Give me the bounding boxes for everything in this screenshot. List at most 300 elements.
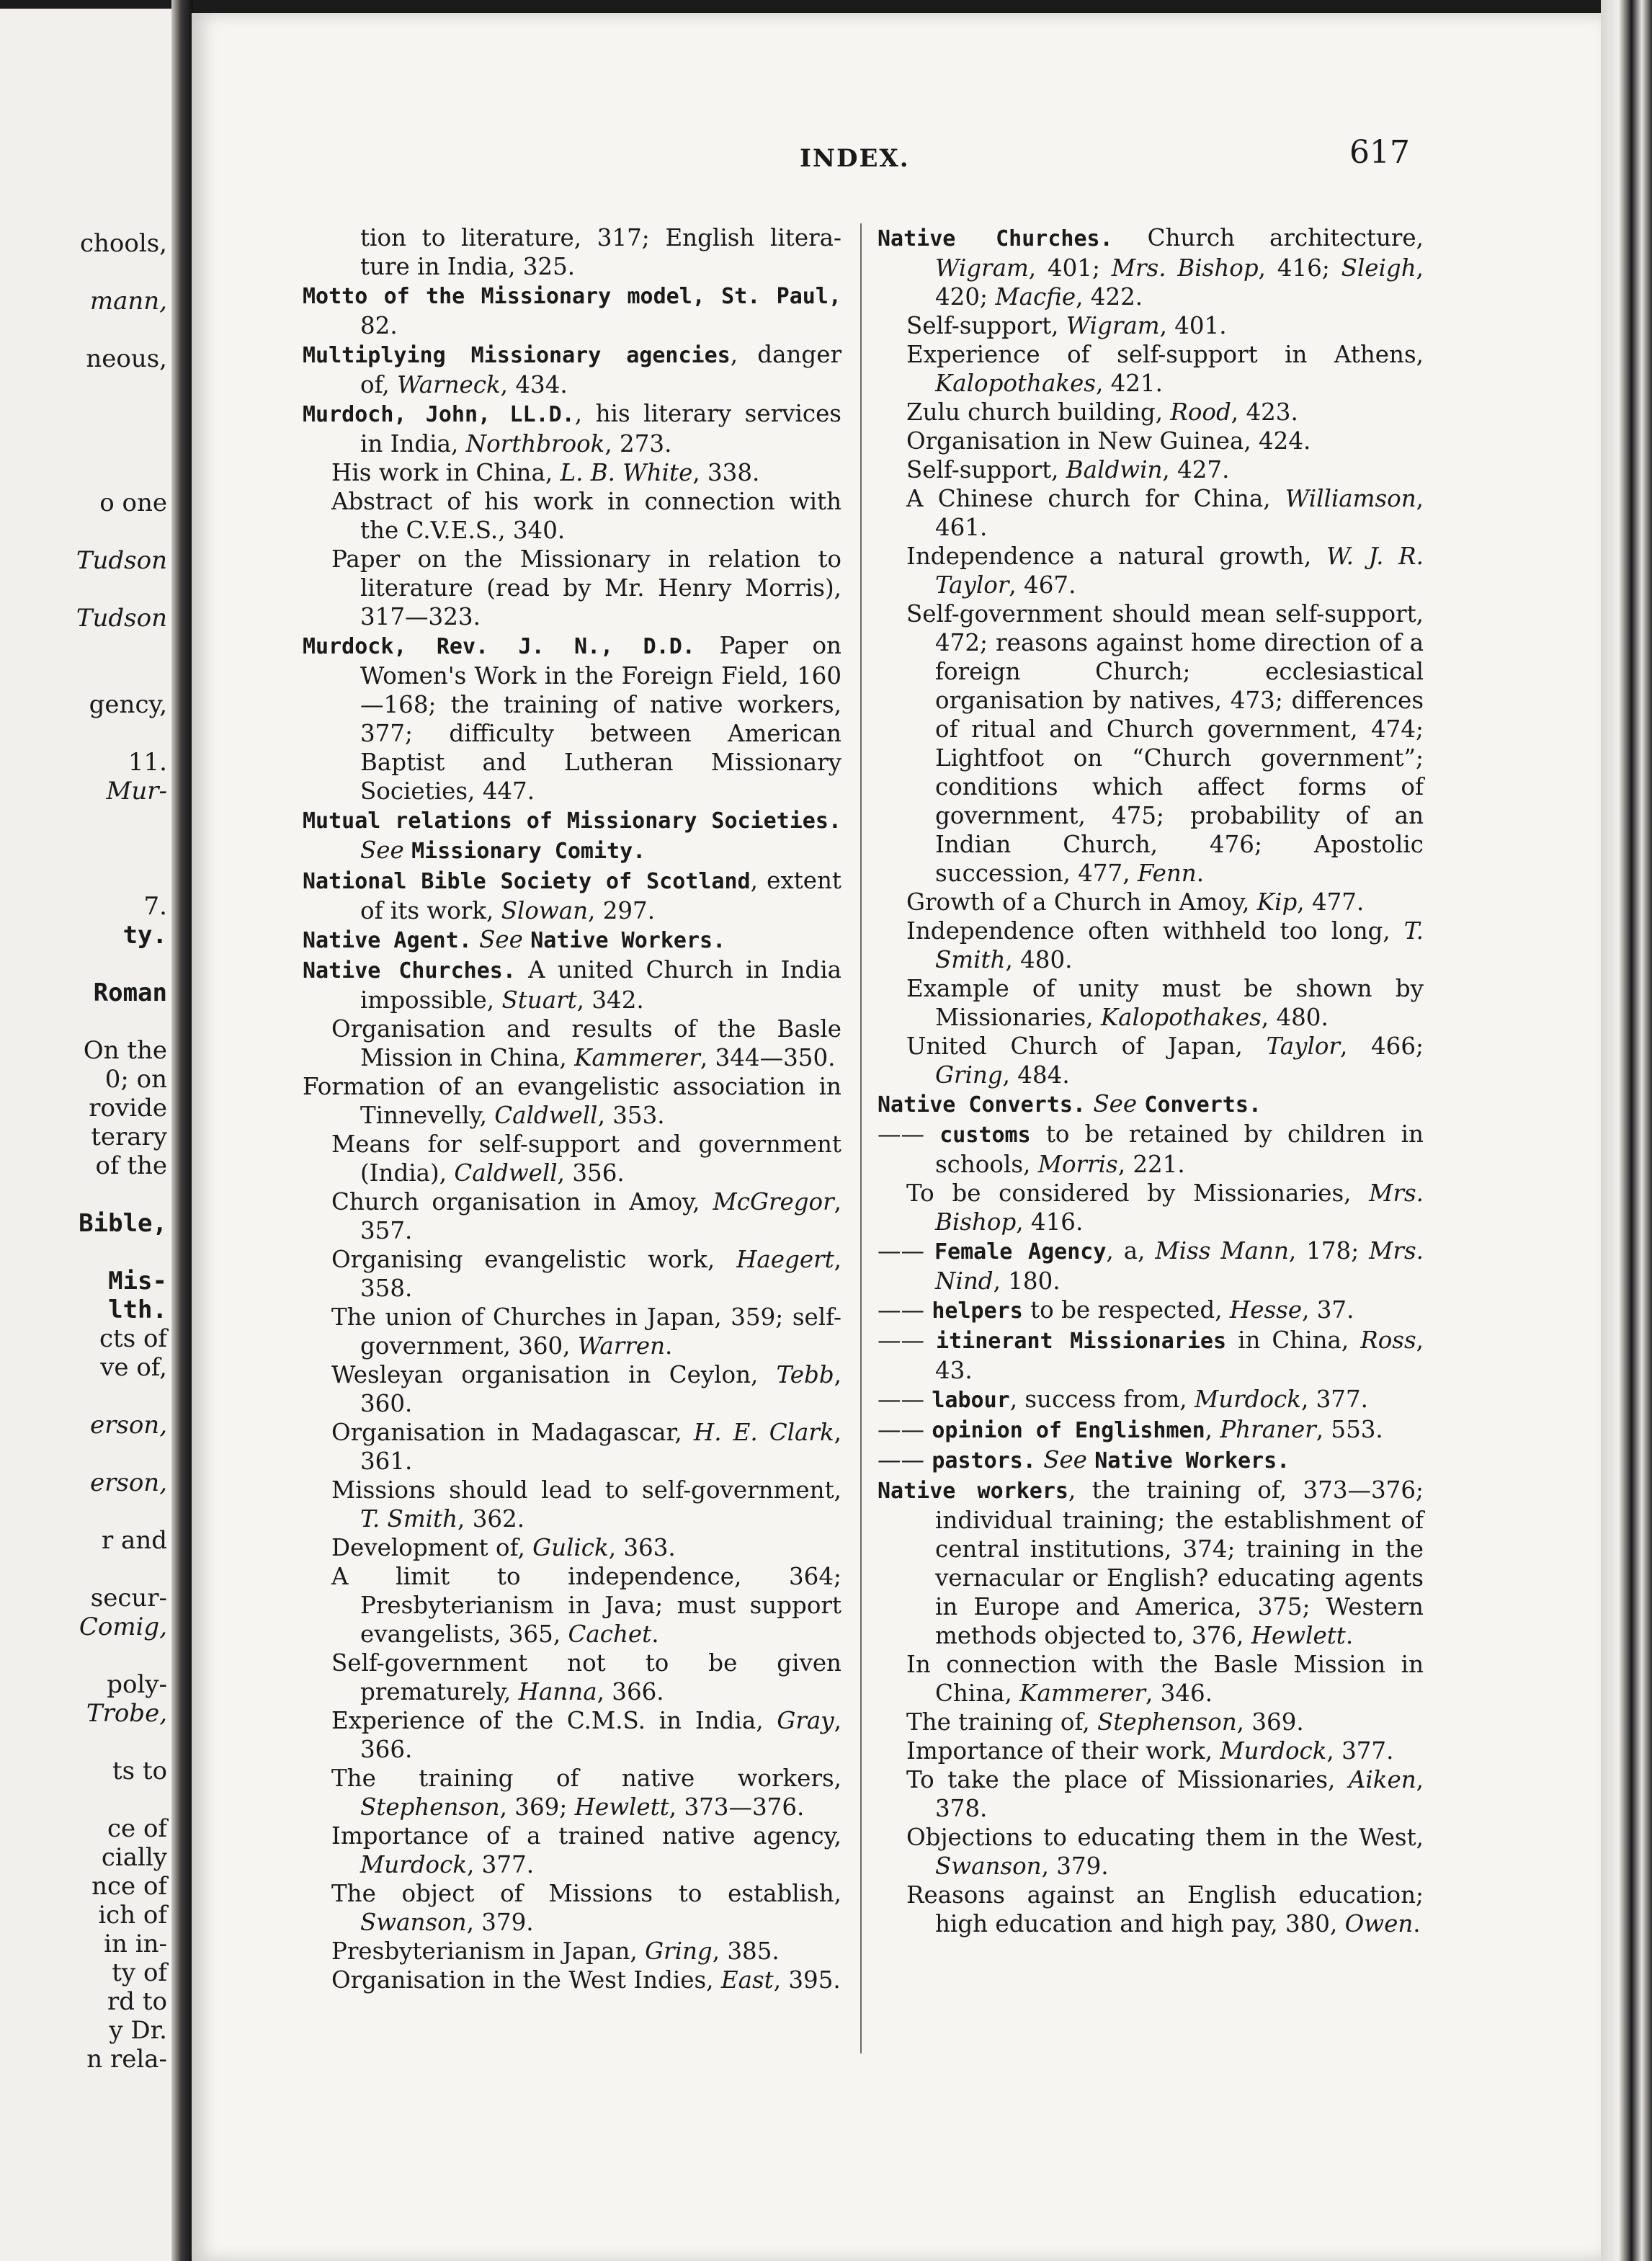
index-entry — [303, 1821, 841, 1879]
index-text: His work in China, — [331, 459, 561, 486]
author-reference: Hewlett — [574, 1793, 669, 1821]
index-text: , 466; — [1339, 1033, 1424, 1060]
index-text: , 461. — [935, 485, 1424, 541]
index-text: , — [1205, 1416, 1220, 1443]
facing-page-fragment: erson, — [90, 1468, 167, 1497]
author-reference: Hesse — [1229, 1296, 1303, 1324]
index-text: Self-support, — [906, 312, 1066, 339]
facing-page-fragment: ich of — [98, 1901, 167, 1930]
index-text: , 416; — [1258, 254, 1341, 282]
index-entry — [878, 1476, 1424, 1650]
index-text: , a, — [1106, 1237, 1156, 1265]
index-text: , 420; — [935, 254, 1424, 311]
index-entry — [303, 1764, 841, 1821]
author-reference: Swanson — [935, 1852, 1042, 1880]
author-reference: Hewlett — [1251, 1622, 1346, 1649]
author-reference: Slowan — [501, 897, 589, 924]
index-entry — [303, 1706, 841, 1764]
index-text: . — [651, 1620, 659, 1648]
index-text: , 358. — [360, 1246, 841, 1302]
index-text: To take the place of Missionaries, — [906, 1766, 1349, 1793]
index-entry — [303, 1130, 841, 1187]
index-text — [404, 837, 411, 864]
facing-page-fragment: Bible, — [79, 1209, 167, 1238]
index-text: , 360. — [360, 1361, 841, 1417]
index-text: Growth of a Church in Amoy, — [906, 888, 1257, 916]
index-heading-text: Native Workers. — [1094, 1448, 1290, 1473]
facing-page-fragment: Roman — [93, 978, 167, 1007]
index-text: , 416. — [1016, 1208, 1084, 1236]
facing-page-fragment: 0; on — [104, 1065, 167, 1094]
index-entry — [878, 1295, 1424, 1326]
index-text: , 422. — [1076, 283, 1143, 311]
index-entry — [878, 1445, 1424, 1476]
index-entry — [303, 1303, 841, 1360]
index-entry — [303, 1360, 841, 1418]
index-text: in China, — [1226, 1326, 1361, 1354]
facing-page-fragment: Mis- — [108, 1267, 167, 1295]
index-text: . — [1196, 860, 1205, 887]
index-text: A united Church in India impossible, — [360, 956, 841, 1014]
index-entry — [303, 340, 841, 399]
index-text: , 395. — [773, 1966, 841, 1994]
index-entry — [303, 458, 841, 487]
index-text: . — [1345, 1622, 1354, 1649]
index-text: —— — [878, 1237, 934, 1265]
author-reference: L. B. White — [560, 459, 693, 486]
author-reference: See — [1043, 1446, 1087, 1473]
index-entry — [878, 1708, 1424, 1736]
index-heading-text: Native Agent. — [303, 928, 472, 953]
index-entry — [878, 311, 1424, 340]
author-reference: Gray — [777, 1707, 834, 1734]
author-reference: See — [360, 837, 404, 864]
author-reference: Mrs. Nind — [935, 1237, 1424, 1295]
index-text: Missions should lead to self-government, — [331, 1476, 841, 1504]
index-heading-text: Native Converts. — [878, 1092, 1086, 1118]
index-text: , 344—350. — [700, 1044, 836, 1071]
index-text — [1086, 1090, 1093, 1118]
author-reference: Taylor — [1266, 1033, 1340, 1060]
index-text: —— — [878, 1326, 937, 1354]
index-entry — [878, 1179, 1424, 1236]
facing-page-fragment: rovide — [89, 1094, 167, 1123]
index-text: , 401. — [1159, 312, 1227, 339]
index-text: Formation of an evangelistic association in Tinnevelly, — [303, 1073, 841, 1129]
index-text: Wesleyan organisation in Ceylon, — [331, 1361, 777, 1388]
author-reference: Baldwin — [1066, 456, 1163, 483]
author-reference: Stephenson — [360, 1793, 500, 1821]
index-text: , 385. — [712, 1937, 780, 1965]
index-entry — [878, 599, 1424, 888]
index-text: A Chinese church for China, — [906, 485, 1285, 512]
index-entry — [878, 974, 1424, 1032]
index-text: Paper on Women's Work in the Foreign Field, 160—168; the training of native workers, 377; difficulty between American Baptist and Lutheran Missionary Societies, 447. — [360, 632, 841, 805]
index-text: , 373—376. — [669, 1793, 805, 1821]
author-reference: Haegert — [736, 1246, 834, 1273]
index-entry — [878, 1089, 1424, 1120]
index-text: 82. — [360, 312, 398, 339]
index-column-left — [303, 223, 841, 1994]
index-text: Organisation in Madagascar, — [331, 1419, 694, 1446]
index-entry — [303, 1649, 841, 1706]
index-text: , 427. — [1162, 456, 1230, 483]
index-text: , 338. — [692, 459, 760, 486]
facing-page-fragment: n rela- — [86, 2045, 167, 2074]
index-entry — [878, 223, 1424, 311]
author-reference: Caldwell — [494, 1102, 598, 1129]
index-text: , success from, — [1009, 1386, 1195, 1413]
index-text: Church organisation in Amoy, — [331, 1188, 713, 1216]
index-text: , 221. — [1117, 1151, 1185, 1178]
index-text: Self-government should mean self-support, 472; reasons against home direction of a foreign Church; ecclesiastical organisation by natives, 473; differences of ritual and Church government, 474; Lightfoot on “Church government”; conditions which affect forms of government, 475; probability of an Indian Church, 476; Apostolic succession, 477, — [906, 600, 1424, 887]
facing-page-fragment: On the — [83, 1036, 167, 1065]
author-reference: Gring — [645, 1937, 713, 1965]
index-text: Organisation and results of the Basle Mission in China, — [331, 1015, 841, 1071]
index-text — [1087, 1446, 1094, 1473]
index-heading-text: Mutual relations of Missionary Societies. — [303, 808, 841, 834]
facing-page-fragment: ve of, — [100, 1353, 167, 1382]
index-text — [472, 926, 479, 953]
index-heading-text: Motto of the Missionary model, St. Paul, — [303, 284, 841, 309]
facing-page-fragment: lth. — [108, 1295, 167, 1324]
facing-page-fragment: in in- — [104, 1930, 167, 1958]
index-text: To be considered by Missionaries, — [906, 1179, 1370, 1207]
index-text: , 346. — [1146, 1680, 1213, 1707]
author-reference: Owen — [1344, 1910, 1414, 1937]
facing-page-fragment: Comig, — [79, 1613, 167, 1641]
index-text: Means for self-support and government (India), — [331, 1130, 841, 1187]
index-text: , 361. — [360, 1419, 841, 1475]
index-entry — [303, 1533, 841, 1562]
index-text: , 467. — [1009, 571, 1076, 599]
index-text: , 377. — [467, 1851, 535, 1878]
index-text: A limit to independence, 364; Presbyterianism in Java; must support evangelists, 365, — [331, 1563, 841, 1648]
index-text: Presbyterianism in Japan, — [331, 1937, 646, 1965]
index-text: —— — [878, 1120, 940, 1148]
index-text: , 421. — [1095, 370, 1163, 397]
index-text: , 273. — [604, 430, 672, 458]
index-text: Experience of the C.M.S. in India, — [331, 1707, 777, 1734]
facing-page-fragment: of the — [95, 1151, 167, 1180]
index-text: , 434. — [500, 371, 568, 398]
facing-page-fragment: gency, — [89, 690, 167, 719]
index-entry — [303, 281, 841, 340]
index-text: , 378. — [935, 1766, 1424, 1822]
author-reference: Stuart — [501, 986, 577, 1014]
facing-page-fragment: secur- — [90, 1584, 167, 1613]
facing-page-fragment: Mur- — [106, 777, 167, 806]
author-reference: Fenn — [1137, 860, 1197, 887]
author-reference: Mrs. Bishop — [935, 1179, 1424, 1236]
index-entry — [878, 917, 1424, 974]
index-entry — [303, 1187, 841, 1245]
index-heading-text: pastors. — [932, 1448, 1036, 1473]
facing-page-fragment: r and — [102, 1526, 167, 1555]
index-text: , 342. — [576, 986, 644, 1014]
author-reference: East — [720, 1966, 774, 1994]
index-text: The union of Churches in Japan, 359; self-government, 360, — [331, 1303, 841, 1360]
author-reference: Rood — [1170, 398, 1231, 426]
index-heading-text: Murdock, Rev. J. N., D.D. — [303, 634, 695, 659]
facing-page-fragment: nce of — [91, 1872, 167, 1901]
index-text: to be respected, — [1022, 1296, 1230, 1324]
author-reference: Williamson — [1285, 485, 1416, 512]
index-entry — [303, 223, 841, 281]
index-heading-text: Murdoch, John, LL.D. — [303, 402, 575, 427]
index-text: , 362. — [457, 1505, 525, 1533]
index-text: Church architecture, — [1112, 224, 1424, 251]
author-reference: Kip — [1256, 888, 1298, 916]
author-reference: Kalopothakes — [935, 370, 1096, 397]
index-entry — [303, 1966, 841, 1994]
index-heading-text: Native Workers. — [530, 928, 726, 953]
index-text: , 377. — [1326, 1737, 1394, 1765]
index-text: Independence a natural growth, — [906, 543, 1326, 570]
index-text: , 379. — [466, 1909, 534, 1936]
facing-page-fragment: poly- — [107, 1670, 167, 1699]
author-reference: Kammerer — [1019, 1680, 1146, 1707]
facing-page-fragment: mann, — [89, 287, 167, 316]
facing-page-fragment: y Dr. — [109, 2016, 167, 2045]
author-reference: See — [1093, 1090, 1138, 1118]
author-reference: Cachet — [568, 1620, 652, 1648]
index-text — [1036, 1446, 1043, 1473]
author-reference: Murdock — [1220, 1737, 1327, 1765]
author-reference: Murdock — [1194, 1386, 1301, 1413]
author-reference: T. Smith — [360, 1505, 458, 1533]
index-entry — [303, 925, 841, 955]
author-reference: Swanson — [360, 1909, 467, 1936]
index-text: —— — [878, 1416, 932, 1443]
index-text: In connection with the Basle Mission in China, — [906, 1651, 1424, 1707]
index-entry — [878, 1881, 1424, 1938]
facing-page-fragment: 7. — [143, 892, 167, 921]
facing-page-fragment: ce of — [107, 1814, 167, 1843]
book-gutter — [171, 0, 193, 2261]
index-heading-text: Native Churches. — [878, 226, 1113, 251]
index-text: Reasons against an English education; high education and high pay, 380, — [906, 1881, 1424, 1937]
index-text: , 356. — [557, 1159, 625, 1187]
index-text — [523, 926, 530, 953]
index-entry — [303, 487, 841, 545]
index-entry — [878, 1236, 1424, 1295]
index-entry — [303, 806, 841, 866]
index-text: to be retained by children in schools, — [935, 1120, 1424, 1178]
index-entry — [878, 542, 1424, 599]
index-text: Example of unity must be shown by Missionaries, — [906, 975, 1424, 1031]
index-entry — [878, 1765, 1424, 1823]
index-entry — [878, 340, 1424, 398]
facing-page-fragment: terary — [91, 1123, 167, 1151]
index-text: . — [1413, 1910, 1421, 1937]
facing-page-fragment: erson, — [90, 1411, 167, 1440]
index-text: , his literary services in India, — [360, 400, 841, 458]
index-entry — [878, 1823, 1424, 1881]
index-text: Experience of self-support in Athens, — [906, 341, 1424, 368]
index-entry — [303, 1245, 841, 1303]
index-text: Development of, — [331, 1534, 533, 1561]
facing-page-fragment: rd to — [107, 1987, 167, 2016]
author-reference: Wigram — [1066, 312, 1160, 339]
index-text: , 553. — [1316, 1416, 1383, 1443]
facing-page-fragment: neous, — [86, 344, 167, 373]
author-reference: Sleigh — [1341, 254, 1416, 282]
column-divider — [860, 223, 862, 2053]
index-text: —— — [878, 1386, 932, 1413]
index-text: , 484. — [1002, 1061, 1070, 1089]
index-text: Organising evangelistic work, — [331, 1246, 737, 1273]
facing-page-fragment: ts to — [112, 1757, 167, 1785]
page-number: 617 — [1349, 134, 1410, 171]
author-reference: Morris — [1037, 1151, 1118, 1178]
index-text: Self-government not to be given prematurely, — [331, 1649, 841, 1705]
facing-page-fragment: 11. — [128, 748, 167, 777]
index-text: The training of, — [906, 1708, 1098, 1736]
index-text: . — [665, 1332, 673, 1360]
index-heading-text: Native Churches. — [303, 958, 516, 984]
index-entry — [878, 455, 1424, 484]
author-reference: Northbrook — [465, 430, 605, 458]
index-text: , 37. — [1302, 1296, 1354, 1324]
index-text: Abstract of his work in connection with the C.V.E.S., 340. — [331, 488, 841, 544]
index-text: , 353. — [597, 1102, 665, 1129]
index-text: —— — [878, 1296, 932, 1324]
index-text: Independence often withheld too long, — [906, 917, 1404, 945]
index-heading-text: Multiplying Missionary agencies — [303, 343, 731, 368]
index-text: Objections to educating them in the West, — [906, 1824, 1424, 1851]
index-text — [1137, 1090, 1144, 1118]
author-reference: Gulick — [532, 1534, 609, 1561]
index-entry — [878, 484, 1424, 542]
index-entry — [878, 888, 1424, 917]
index-text: , 366. — [597, 1678, 664, 1705]
facing-page-fragment: Tudson — [76, 546, 167, 575]
index-entry — [303, 866, 841, 925]
index-text: , 423. — [1231, 398, 1298, 426]
author-reference: Tebb — [776, 1361, 834, 1388]
index-text: , 477. — [1297, 888, 1365, 916]
index-entry — [303, 1879, 841, 1937]
index-text: , danger of, — [360, 341, 841, 398]
index-entry — [303, 1476, 841, 1533]
facing-page-fragment: chools, — [79, 229, 167, 258]
index-text: , 363. — [608, 1534, 676, 1561]
facing-page-fragment: cially — [101, 1843, 167, 1872]
author-reference: Stephenson — [1097, 1708, 1237, 1736]
author-reference: T. Smith — [935, 917, 1424, 973]
index-entry — [303, 1937, 841, 1966]
index-text: United Church of Japan, — [906, 1033, 1267, 1060]
author-reference: See — [479, 926, 523, 953]
author-reference: Kammerer — [574, 1044, 700, 1071]
index-text: , 369; — [499, 1793, 575, 1821]
index-text: , 401; — [1028, 254, 1112, 282]
index-text: , 377. — [1300, 1386, 1368, 1413]
index-entry — [878, 1385, 1424, 1415]
index-entry — [303, 1418, 841, 1476]
author-reference: Warneck — [397, 371, 501, 398]
author-reference: Aiken — [1348, 1766, 1416, 1793]
index-text: Self-support, — [906, 456, 1066, 483]
index-text: , 297. — [588, 897, 656, 924]
index-text: Zulu church building, — [906, 398, 1171, 426]
author-reference: Murdock — [360, 1851, 468, 1878]
facing-page-fragment: Trobe, — [86, 1699, 167, 1728]
author-reference: Ross — [1360, 1326, 1416, 1354]
index-text: , 178; — [1288, 1237, 1370, 1265]
index-heading-text: Converts. — [1144, 1092, 1262, 1118]
index-heading-text: Missionary Comity. — [411, 839, 646, 864]
index-heading-text: labour — [932, 1388, 1010, 1413]
facing-page-fragment: ty of — [112, 1958, 167, 1987]
index-heading-text: customs — [939, 1123, 1031, 1148]
index-text: , the training of, 373—376; individual training; the establishment of central institutions, 374; training in the vernacular or English? educating agents in Europe and America, 375; Western methods objected to, 376, — [935, 1476, 1424, 1649]
index-heading-text: Native workers — [878, 1479, 1068, 1504]
index-heading-text: National Bible Society of Scotland — [303, 869, 751, 894]
index-heading-text: Female Agency — [934, 1239, 1107, 1265]
author-reference: Mrs. Bishop — [1111, 254, 1259, 282]
index-entry — [878, 427, 1424, 455]
index-text: The object of Missions to establish, — [331, 1880, 841, 1907]
index-text: , 43. — [935, 1326, 1424, 1384]
index-text: Importance of a trained native agency, — [331, 1822, 841, 1850]
index-text: Importance of their work, — [906, 1737, 1220, 1765]
index-heading-text: opinion of Englishmen — [932, 1418, 1205, 1443]
author-reference: Macfie — [995, 283, 1076, 311]
index-text: Organisation in New Guinea, 424. — [906, 427, 1311, 455]
author-reference: H. E. Clark — [693, 1419, 834, 1446]
index-entry — [878, 1032, 1424, 1089]
index-text: Paper on the Missionary in relation to literature (read by Mr. Henry Morris), 317—323. — [331, 545, 841, 630]
facing-page-fragment: Tudson — [76, 604, 167, 633]
index-text: , 480. — [1261, 1004, 1329, 1031]
index-text: , extent of its work, — [360, 867, 841, 924]
facing-page-fragment: o one — [99, 489, 167, 517]
index-entry — [878, 1326, 1424, 1385]
index-text: , 357. — [360, 1188, 841, 1244]
author-reference: Warren — [577, 1332, 666, 1360]
index-text: Organisation in the West Indies, — [331, 1966, 721, 1994]
author-reference: Kalopothakes — [1100, 1004, 1262, 1031]
index-entry — [878, 1415, 1424, 1445]
index-text: , 369. — [1236, 1708, 1304, 1736]
index-text: The training of native workers, — [331, 1765, 841, 1792]
index-entry — [303, 1014, 841, 1072]
index-entry — [303, 399, 841, 458]
index-entry — [878, 1120, 1424, 1179]
index-entry — [303, 1072, 841, 1130]
index-text: , 180. — [993, 1267, 1061, 1295]
index-entry — [303, 545, 841, 631]
index-entry — [303, 955, 841, 1014]
page-header-title: INDEX. — [800, 144, 910, 173]
facing-page-fragment: cts of — [99, 1324, 167, 1353]
author-reference: Hanna — [518, 1678, 597, 1705]
index-column-right — [878, 223, 1424, 1938]
index-text: —— — [878, 1446, 932, 1473]
facing-page-fragment: ty. — [122, 921, 167, 950]
author-reference: Gring — [935, 1061, 1003, 1089]
index-text: , 366. — [360, 1707, 841, 1763]
index-entry — [878, 1650, 1424, 1708]
index-text: tion to literature, 317; English litera-ture in India, 325. — [360, 224, 841, 280]
index-entry — [303, 631, 841, 806]
page-stack-edge — [1601, 0, 1652, 2261]
author-reference: Phraner — [1220, 1416, 1316, 1443]
author-reference: Caldwell — [454, 1159, 558, 1187]
author-reference: Wigram — [935, 254, 1029, 282]
